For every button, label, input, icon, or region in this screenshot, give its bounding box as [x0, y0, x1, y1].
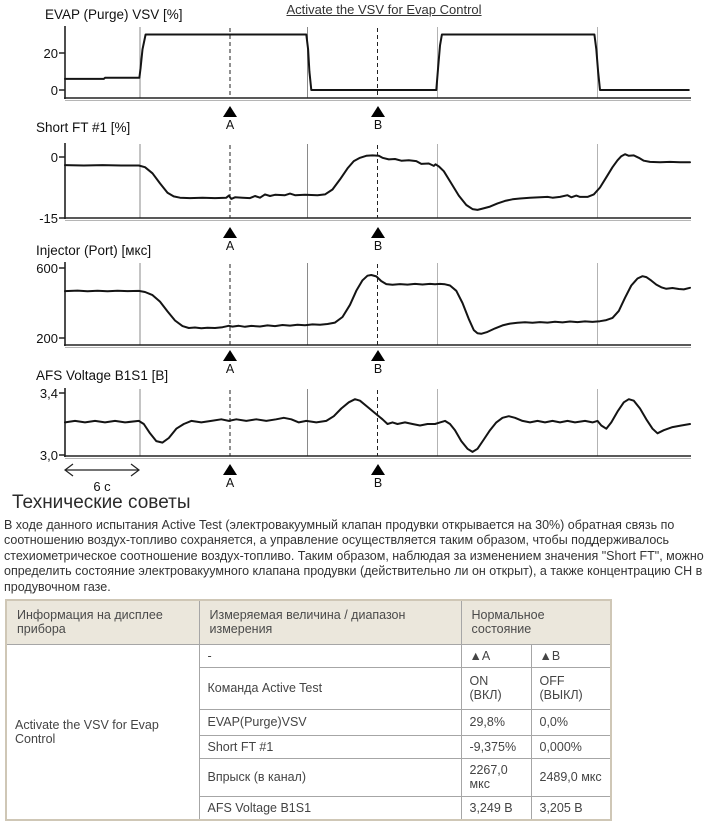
value-b-cell: 0,0% [531, 709, 611, 735]
time-scale-arrow-icon [60, 462, 144, 478]
marker-b-triangle-icon [371, 227, 385, 238]
figure-title-link[interactable]: Activate the VSV for Evap Control [286, 2, 482, 17]
param-name-cell: - [199, 644, 461, 667]
param-name-cell: AFS Voltage B1S1 [199, 796, 461, 820]
waveform-plot-injector [58, 262, 693, 350]
ytick-label: 0 [50, 150, 58, 165]
time-scale-label: 6 с [93, 479, 111, 494]
marker-a-label: A [225, 118, 235, 132]
marker-a-triangle-icon [223, 227, 237, 238]
value-a-cell: 3,249 В [461, 796, 531, 820]
header-measured-value: Измеряемая величина / диапазон измерения [199, 600, 461, 644]
marker-b-label: B [373, 476, 383, 490]
chart-title-evap: EVAP (Purge) VSV [%] [45, 7, 183, 22]
ytick-label: -15 [39, 211, 58, 226]
waveform-plot-shortft [58, 143, 693, 223]
marker-b-triangle-icon [371, 106, 385, 117]
marker-b-label: B [373, 362, 383, 376]
value-b-cell: 0,000% [531, 735, 611, 758]
value-b-cell: ▲B [531, 644, 611, 667]
results-table [5, 599, 612, 821]
value-a-cell: 2267,0 мкс [461, 758, 531, 796]
param-name-cell: Команда Active Test [199, 667, 461, 709]
chart-title-shortft: Short FT #1 [%] [36, 120, 131, 135]
marker-b-label: B [373, 239, 383, 253]
waveform-plot-afs [58, 388, 693, 462]
value-a-cell: ▲A [461, 644, 531, 667]
header-display-info: Информация на дисплее прибора [6, 600, 199, 644]
ytick-label: 20 [43, 46, 58, 61]
ytick-label: 0 [50, 83, 58, 98]
marker-a-label: A [225, 362, 235, 376]
value-b-cell: 3,205 В [531, 796, 611, 820]
ytick-label: 600 [36, 261, 58, 276]
param-name-cell: Short FT #1 [199, 735, 461, 758]
marker-b-triangle-icon [371, 350, 385, 361]
value-a-cell: 29,8% [461, 709, 531, 735]
marker-b-triangle-icon [371, 464, 385, 475]
marker-a-label: A [225, 476, 235, 490]
ytick-label: 3,4 [39, 386, 58, 401]
ytick-label: 200 [36, 331, 58, 346]
value-a-cell: -9,375% [461, 735, 531, 758]
chart-title-injector: Injector (Port) [мкс] [36, 243, 152, 258]
ytick-label: 3,0 [39, 448, 58, 463]
tips-heading: Технические советы [12, 492, 191, 513]
waveform-plot-evap [58, 26, 693, 106]
chart-title-afs: AFS Voltage B1S1 [В] [36, 368, 169, 383]
marker-b-label: B [373, 118, 383, 132]
marker-a-triangle-icon [223, 106, 237, 117]
marker-a-triangle-icon [223, 464, 237, 475]
value-b-cell: OFF (ВЫКЛ) [531, 667, 611, 709]
param-name-cell: EVAP(Purge)VSV [199, 709, 461, 735]
marker-a-label: A [225, 239, 235, 253]
table-row [6, 644, 611, 667]
tips-paragraph: В ходе данного испытания Active Test (электровакуумный клапан продувки открывается на 30%) обратная связь по соотношению воздух-топливо сохраняется, а управление осуществляется таким образом, чтобы поддерживалось стехиометрическое соотношение воздух-топливо. Таким образом, наблюдая за изменением значения "Short FT", можно определить состояние электровакуумного клапана продувки (действительно ли он открыт), а также концентрацию CH в продувочном газе. [4, 518, 704, 594]
param-name-cell: Впрыск (в канал) [199, 758, 461, 796]
marker-a-triangle-icon [223, 350, 237, 361]
header-normal-state: Нормальное состояние [461, 600, 611, 644]
table-header-row [6, 600, 611, 644]
value-a-cell: ON (ВКЛ) [461, 667, 531, 709]
value-b-cell: 2489,0 мкс [531, 758, 611, 796]
test-name-cell: Activate the VSV for Evap Control [6, 644, 199, 820]
